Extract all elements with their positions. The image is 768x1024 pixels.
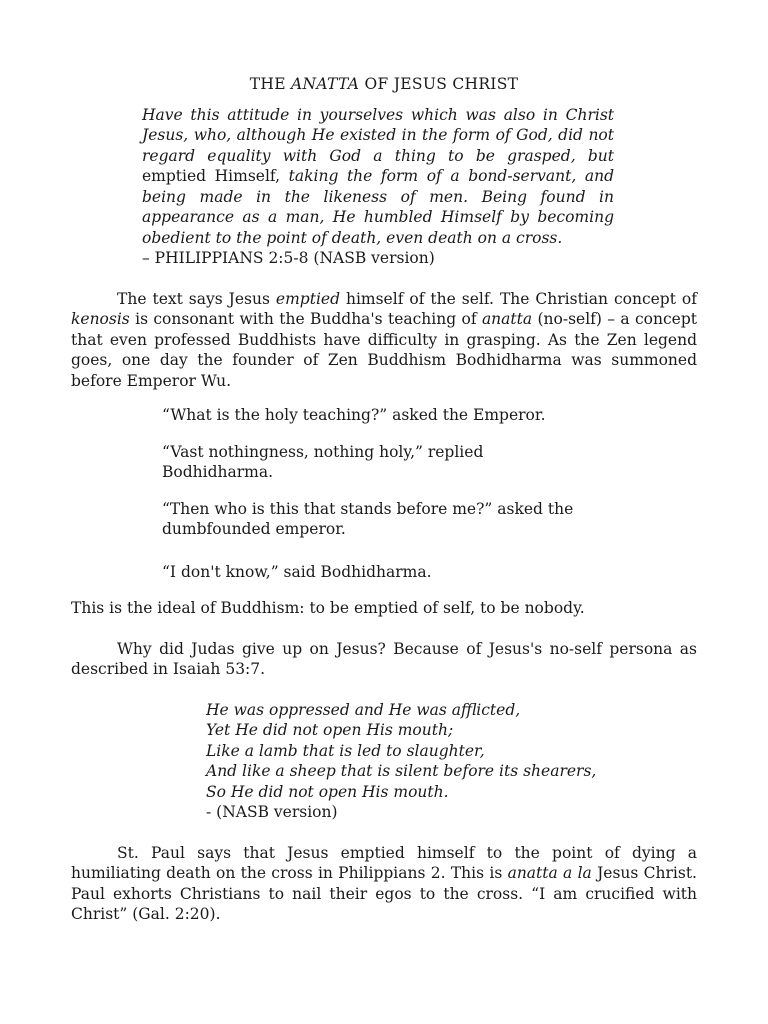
verse-line: Like a lamb that is led to slaughter, <box>206 741 485 760</box>
verse-line: Yet He did not open His mouth; <box>206 721 454 739</box>
verse-line: He was oppressed and He was afflicted, <box>206 700 521 719</box>
epigraph-text-2: emptied Himself, <box>142 167 289 185</box>
dialogue-line: “What is the holy teaching?” asked the Emperor. <box>162 406 546 424</box>
paragraph-4 <box>71 843 697 925</box>
paragraph-1-emphasis-kenosis: kenosis <box>71 310 130 328</box>
paragraph-1-emphasis-anatta: anatta <box>481 310 533 328</box>
document-page <box>71 74 697 925</box>
paragraph-1-text-g: (no-self) – a concept that even professed Buddhists have difficulty in grasping. As the Zen legend goes, one day the founder of Zen Buddhism Bodhidharma was summoned before Emperor Wu. <box>71 310 697 390</box>
epigraph-citation: – PHILIPPIANS 2:5-8 (NASB version) <box>142 249 435 267</box>
verse-line: So He did not open His mouth. <box>206 782 449 801</box>
paragraph-1-text-c: himself of the self. The Christian concept of <box>340 289 697 308</box>
title-italic-word: ANATTA <box>291 75 360 93</box>
paragraph-4-text-c: Jesus Christ. Paul exhorts Christians to nail their egos to the cross. “I am crucified with Christ” (Gal. 2:20). <box>71 864 697 923</box>
verse-line: And like a sheep that is silent before its shearers, <box>206 762 597 780</box>
paragraph-2: This is the ideal of Buddhism: to be emptied of self, to be nobody. <box>71 599 585 617</box>
title-prefix: THE <box>249 75 292 93</box>
dialogue-line: “Then who is this that stands before me?” asked the dumbfounded emperor. <box>162 499 574 538</box>
verse-quote <box>206 700 697 823</box>
paragraph-1-text-a: The text says Jesus <box>117 289 276 308</box>
paragraph-1-emphasis-emptied: emptied <box>275 289 340 308</box>
paragraph-3: Why did Judas give up on Jesus? Because of Jesus's no-self persona as described in Isaiah 53:7. <box>71 639 697 678</box>
document-title <box>71 74 697 95</box>
dialogue-line: “I don't know,” said Bodhidharma. <box>162 562 432 581</box>
paragraph-4-emphasis: anatta a la <box>507 864 592 882</box>
paragraph-1-text-e: is consonant with the Buddha's teaching of <box>129 310 482 328</box>
verse-citation: - (NASB version) <box>206 803 338 821</box>
paragraph-1 <box>71 289 697 392</box>
dialogue-line: “Vast nothingness, nothing holy,” replied Bodhidharma. <box>162 442 484 481</box>
epigraph-quote <box>142 105 614 249</box>
dialogue-block <box>162 405 582 582</box>
epigraph-text-3: taking the form of a bond-servant, and being made in the likeness of men. Being found in appearance as a man, He humbled Himself by becoming obedient to the point of death, even death on a cross. <box>142 167 615 247</box>
paragraph-4-text-a: St. Paul says that Jesus emptied himself to the point of dying a humiliating death on the cross in Philippians 2. This is <box>71 843 697 882</box>
epigraph-text-1: Have this attitude in yourselves which was also in Christ Jesus, who, although He existed in the form of God, did not regard equality with God a thing to be grasped, but <box>142 105 614 165</box>
title-suffix: OF JESUS CHRIST <box>359 75 519 93</box>
